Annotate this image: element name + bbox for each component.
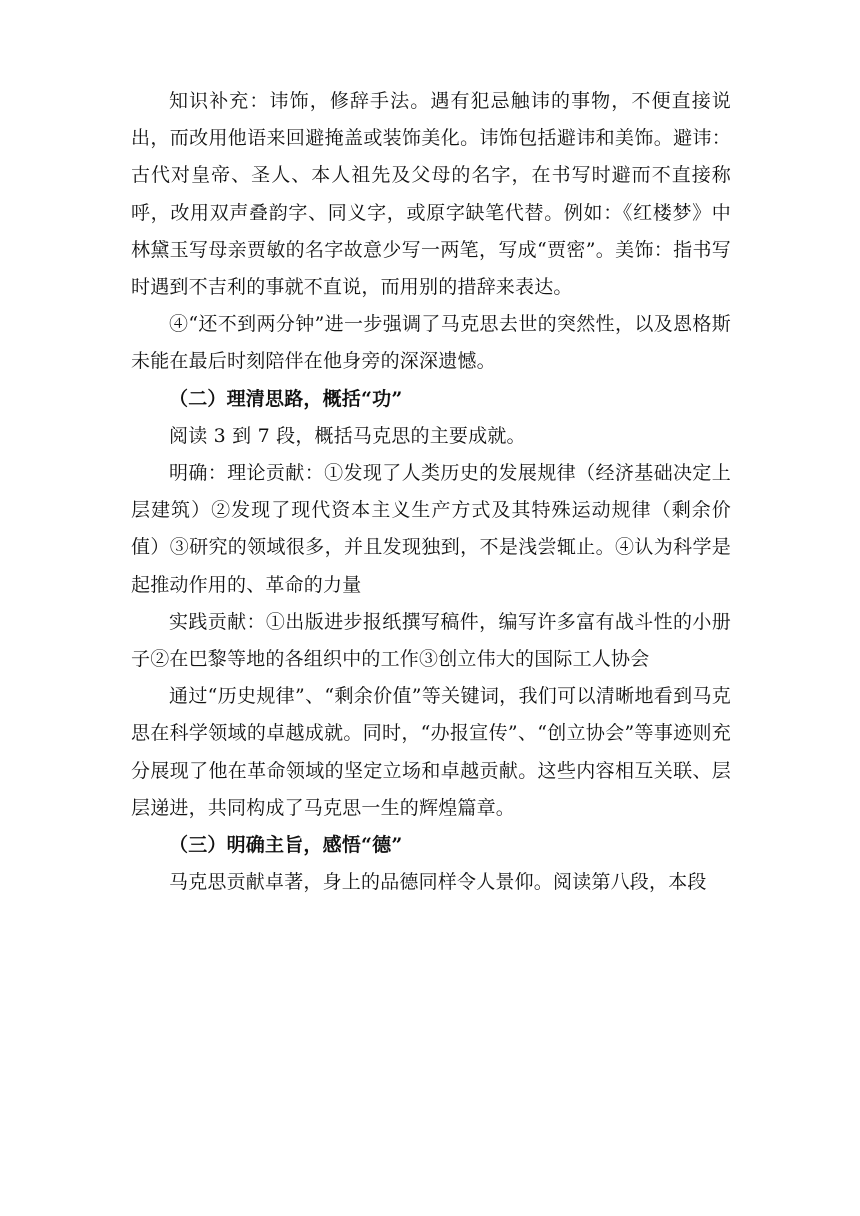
summary-paragraph: 通过“历史规律”、“剩余价值”等关键词，我们可以清晰地看到马克思在科学领域的卓越成就。同时，“办报宣传”、“创立协会”等事迹则充分展现了他在革命领域的坚定立场和卓越贡献。这些内容相互关联、层层递进，共同构成了马克思一生的辉煌篇章。 bbox=[131, 685, 731, 819]
document-page bbox=[131, 83, 731, 901]
section-three-heading: （三）明确主旨，感悟“德” bbox=[169, 834, 403, 857]
reading-task-paragraph: 阅读 3 到 7 段，概括马克思的主要成就。 bbox=[169, 424, 526, 447]
practice-contribution-paragraph: 实践贡献：①出版进步报纸撰写稿件，编写许多富有战斗性的小册子②在巴黎等地的各组织中的工作③创立伟大的国际工人协会 bbox=[131, 610, 731, 671]
section-two-heading: （二）理清思路，概括“功” bbox=[169, 387, 403, 410]
virtue-intro-paragraph: 马克思贡献卓著，身上的品德同样令人景仰。阅读第八段，本段 bbox=[169, 871, 707, 894]
knowledge-supplement-paragraph: 知识补充：讳饰，修辞手法。遇有犯忌触讳的事物，不便直接说出，而改用他语来回避掩盖或装饰美化。讳饰包括避讳和美饰。避讳：古代对皇帝、圣人、本人祖先及父母的名字，在书写时避而不直接称呼，改用双声叠韵字、同义字，或原字缺笔代替。例如：《红楼梦》中林黛玉写母亲贾敏的名字故意少写一两笔，写成“贾密”。美饰：指书写时遇到不吉利的事就不直说，而用别的措辞来表达。 bbox=[131, 90, 731, 299]
point-four-paragraph: ④“还不到两分钟”进一步强调了马克思去世的突然性，以及恩格斯未能在最后时刻陪伴在他身旁的深深遗憾。 bbox=[131, 313, 731, 373]
theory-contribution-paragraph: 明确：理论贡献：①发现了人类历史的发展规律（经济基础决定上层建筑）②发现了现代资本主义生产方式及其特殊运动规律（剩余价值）③研究的领域很多，并且发现独到，不是浅尝辄止。④认为科学是起推动作用的、革命的力量 bbox=[131, 462, 731, 596]
